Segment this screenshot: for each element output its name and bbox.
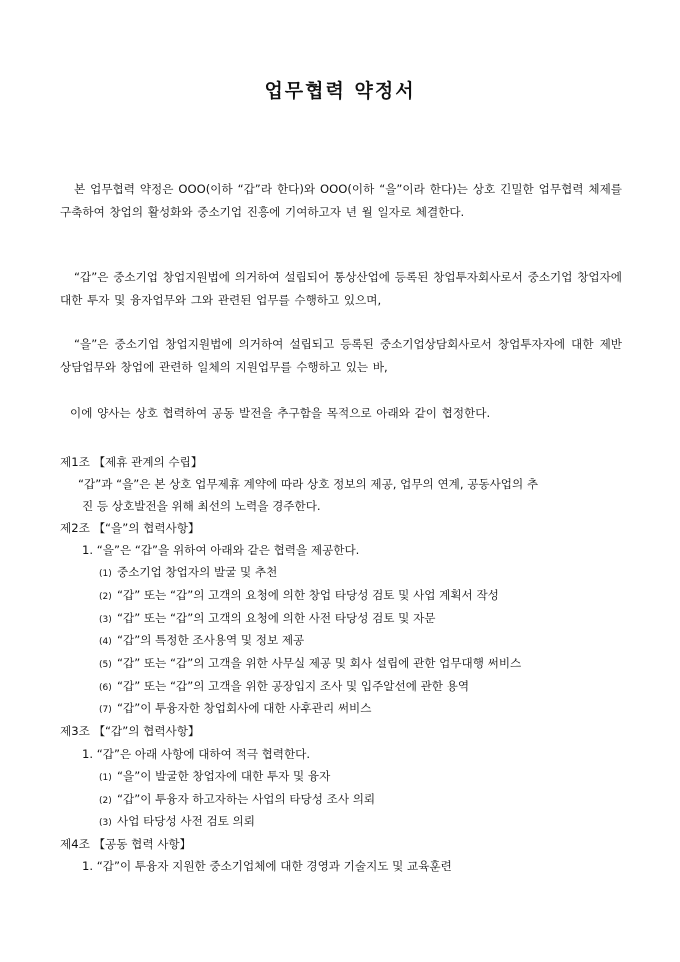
article-2-subitem (99, 632, 304, 648)
subitem-text: 사업 타당성 사전 검토 의뢰 (117, 814, 255, 828)
subitem-number: (3) (99, 818, 112, 828)
subitem-text: “갑”이 투융자한 창업회사에 대한 사후관리 써비스 (117, 701, 372, 715)
subitem-text: “갑” 또는 “갑”의 고객을 위한 사무실 제공 및 회사 설립에 관한 업무대행 써비스 (117, 656, 522, 670)
subitem-text: “을”이 발굴한 창업자에 대한 투자 및 융자 (117, 769, 331, 783)
subitem-text: “갑” 또는 “갑”의 고객의 요청에 의한 창업 타당성 검토 및 사업 계획서 작성 (117, 588, 499, 602)
article-2-subitem (99, 564, 277, 580)
subitem-text: 중소기업 창업자의 발굴 및 추천 (117, 565, 278, 579)
subitem-text: “갑” 또는 “갑”의 고객의 요청에 의한 사전 타당성 검토 및 자문 (117, 611, 436, 625)
preamble-paragraph-4: 이에 양사는 상호 협력하여 공동 발전을 추구함을 목적으로 아래와 같이 협정한다. (70, 406, 491, 420)
subitem-number: (7) (99, 705, 112, 715)
preamble-paragraph-1: 본 업무협력 약정은 OOO(이하 “갑”라 한다)와 OOO(이하 “을”이라 한다)는 상호 긴밀한 업무협력 체제를 구축하여 창업의 활성화와 중소기업 진흥에 기여하고자 년 월 일자로 체결한다. (60, 182, 622, 219)
article-2-item-1: 1. “을”은 “갑”을 위하여 아래와 같은 협력을 제공한다. (82, 543, 360, 557)
article-4-item-1: 1. “갑”이 투융자 지원한 중소기업체에 대한 경영과 기술지도 및 교육훈련 (82, 859, 452, 873)
subitem-text: “갑”의 특정한 조사용역 및 정보 제공 (117, 633, 305, 647)
subitem-number: (2) (99, 796, 112, 806)
preamble-paragraph-2: “갑”은 중소기업 창업지원법에 의거하여 설립되어 통상산업에 등록된 창업투자회사로서 중소기업 창업자에 대한 투자 및 융자업무와 그와 관련된 업무를 수행하고 있으며, (60, 270, 622, 307)
subitem-number: (3) (99, 615, 112, 625)
subitem-number: (1) (99, 569, 112, 579)
subitem-number: (6) (99, 683, 112, 693)
subitem-number: (1) (99, 773, 112, 783)
subitem-number: (5) (99, 660, 112, 670)
subitem-number: (2) (99, 592, 112, 602)
article-1-body-line-2: 진 등 상호발전을 위해 최선의 노력을 경주한다. (82, 499, 321, 513)
article-2-subitem (99, 610, 435, 626)
preamble-paragraph-3: “을”은 중소기업 창업지원법에 의거하여 설립되고 등록된 중소기업상담회사로서 창업투자자에 대한 제반 상담업무와 창업에 관련하 일체의 지원업무를 수행하고 있는 바, (60, 337, 622, 374)
subitem-text: “갑”이 투융자 하고자하는 사업의 타당성 조사 의뢰 (117, 792, 376, 806)
article-2-subitem (99, 678, 469, 694)
article-2-heading: 제2조 【“을”의 협력사항】 (60, 521, 200, 535)
article-3-subitem (99, 791, 375, 807)
article-2-subitem (99, 587, 499, 603)
article-1-heading: 제1조 【제휴 관계의 수립】 (60, 455, 203, 469)
document-title: 업무협력 약정서 (264, 80, 416, 102)
article-3-item-1: 1. “갑”은 아래 사항에 대하여 적극 협력한다. (82, 747, 311, 761)
article-1-body-line-1: “갑”과 “을”은 본 상호 업무제휴 계약에 따라 상호 정보의 제공, 업무의 연계, 공동사업의 추 (78, 477, 539, 491)
article-2-subitem (99, 655, 521, 671)
subitem-number: (4) (99, 637, 112, 647)
article-3-subitem (99, 813, 255, 829)
article-4-heading: 제4조 【공동 협력 사항】 (60, 837, 192, 851)
article-3-heading: 제3조 【“갑”의 협력사항】 (60, 724, 200, 738)
subitem-text: “갑” 또는 “갑”의 고객을 위한 공장입지 조사 및 입주알선에 관한 용역 (117, 679, 470, 693)
article-3-subitem (99, 768, 330, 784)
article-2-subitem (99, 700, 371, 716)
